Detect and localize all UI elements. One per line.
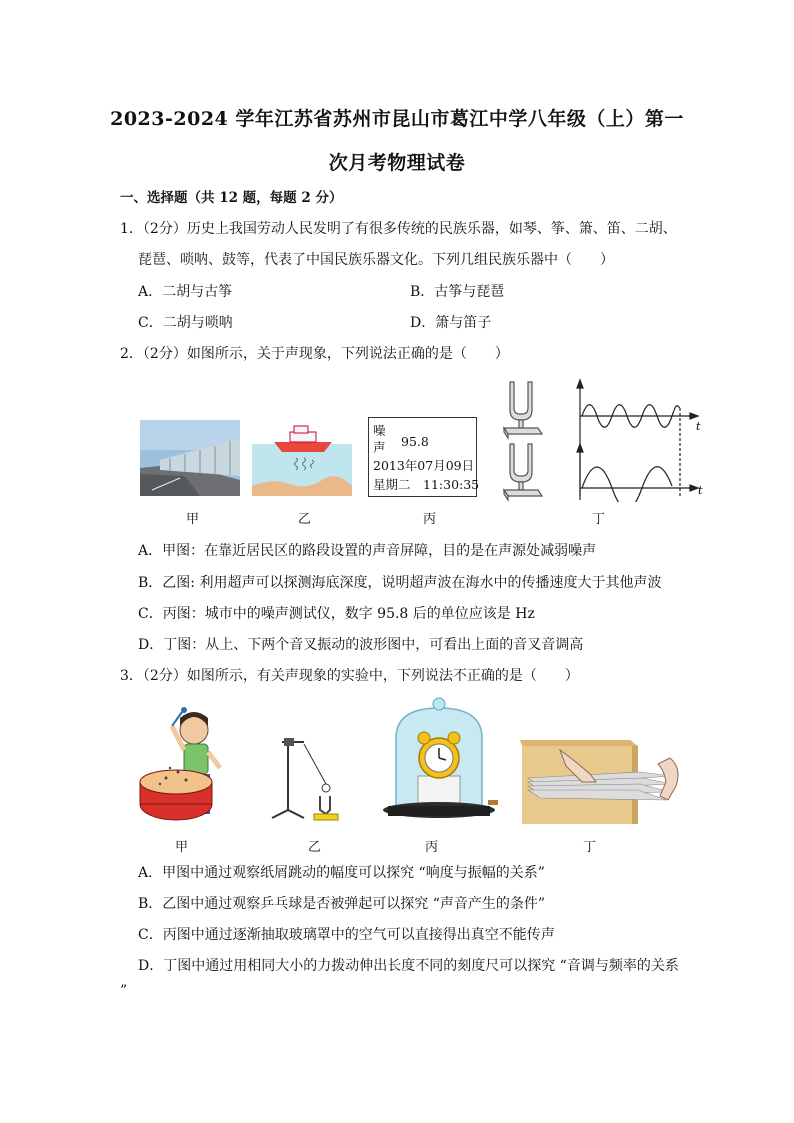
q3-option-c: C．丙图中通过逐渐抽取玻璃罩中的空气可以直接得出真空不能传声 [138,927,555,943]
q2-stem: 2．（2分）如图所示，关于声现象，下列说法正确的是（ ） [120,346,509,362]
q3-option-d-line2: ” [120,983,128,999]
ruler-table-experiment [520,738,690,828]
q3-option-a: A．甲图中通过观察纸屑跳动的幅度可以探究 “响度与振幅的关系” [138,865,545,881]
noise-meter-value: 95.8 [401,434,429,449]
section-heading: 一、选择题（共 12 题，每题 2 分） [120,190,343,206]
q1-option-b: B．古筝与琵琶 [410,284,505,300]
q2-option-a: A．甲图：在靠近居民区的路段设置的声音屏障，目的是在声源处减弱噪声 [138,543,597,559]
q3-option-b: B．乙图中通过观察乒乓球是否被弹起可以探究 “声音产生的条件” [138,896,546,912]
wave-axis-label-bottom: t [698,484,703,497]
q3-fig-label-ding: 丁 [583,840,597,855]
q3-fig-label-yi: 乙 [308,840,322,855]
q1-stem-line1: 1．（2分）历史上我国劳动人民发明了有很多传统的民族乐器，如琴、筝、箫、笛、二胡、 [120,221,677,237]
q3-fig-label-bing: 丙 [425,840,439,855]
q1-option-c: C．二胡与唢呐 [138,315,233,331]
q1-option-a: A．二胡与古筝 [138,284,233,300]
pingpong-fork-apparatus [268,736,348,824]
noise-meter-label-1: 噪 [373,423,386,438]
highway-barrier-photo [140,420,240,496]
q2-option-b: B．乙图: 利用超声可以探测海底深度，说明超声波在海水中的传播速度大于其他声波 [138,575,662,591]
q2-fig-label-bing: 丙 [423,512,437,527]
noise-meter-time: 11:30:35 [423,477,480,492]
q2-fig-label-yi: 乙 [298,512,312,527]
q3-stem: 3．（2分）如图所示，有关声现象的实验中，下列说法不正确的是（ ） [120,668,579,684]
noise-meter-display [368,417,480,497]
q3-option-d-line1: D．丁图中通过用相同大小的力拨动伸出长度不同的刻度尺可以探究 “音调与频率的关系 [138,958,679,974]
boy-drum-illustration [138,700,234,824]
exam-title-line1: 2023-2024 学年江苏省苏州市昆山市葛江中学八年级（上）第一 [110,108,684,130]
q1-option-d: D．箫与笛子 [410,315,492,331]
q2-fig-label-ding: 丁 [592,512,606,527]
exam-title-line2: 次月考物理试卷 [328,152,466,174]
ship-sonar-illustration [252,420,352,496]
waveform-graphs [574,378,704,502]
q3-fig-label-jia: 甲 [175,840,189,855]
bell-jar-alarm-clock [380,694,498,826]
q2-fig-label-jia: 甲 [186,512,200,527]
wave-axis-label-top: t [696,420,701,433]
q1-stem-line2: 琵琶、唢呐、鼓等，代表了中国民族乐器文化。下列几组民族乐器中（ ） [138,252,614,268]
tuning-forks-icon [498,378,544,502]
noise-meter-label-2: 声 [373,440,386,455]
q2-option-c: C．丙图：城市中的噪声测试仪，数字 95.8 后的单位应该是 Hz [138,606,535,622]
noise-meter-date: 2013年07月09日 [373,458,475,473]
noise-meter-weekday: 星期二 [373,477,411,492]
q2-option-d: D．丁图：从上、下两个音叉振动的波形图中，可看出上面的音叉音调高 [138,637,584,653]
